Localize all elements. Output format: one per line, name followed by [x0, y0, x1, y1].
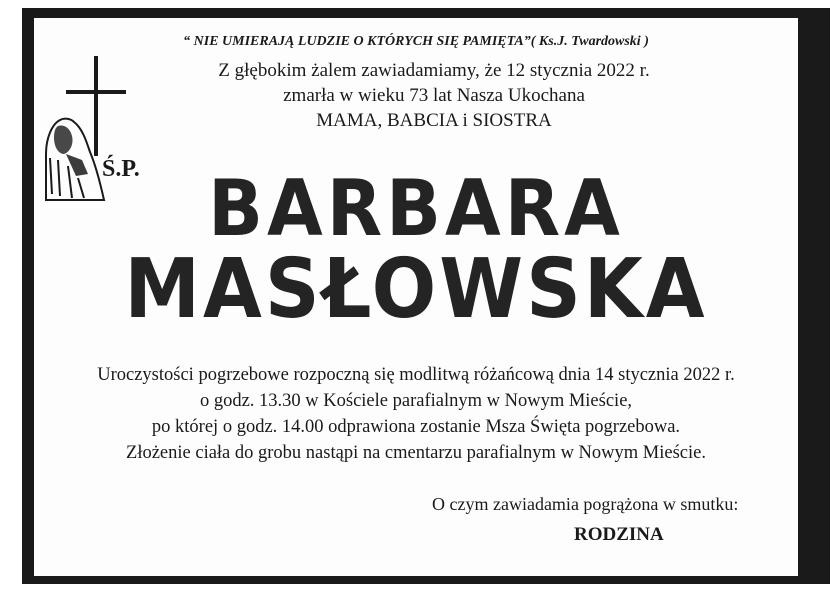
quote-line: “ NIE UMIERAJĄ LUDZIE O KTÓRYCH SIĘ PAMIĘTA”( Ks.J. Twardowski ) — [183, 34, 649, 49]
funeral-details — [34, 362, 798, 466]
first-name: BARBARA — [208, 162, 624, 254]
announcement — [164, 58, 704, 133]
sp-label: Ś.P. — [102, 156, 140, 182]
announcement-line: Z głębokim żalem zawiadamiamy, że 12 stycznia 2022 r. — [218, 60, 650, 81]
announcement-line: zmarła w wieku 73 lat Nasza Ukochana — [283, 85, 585, 106]
details-line: po której o godz. 14.00 odprawiona zostanie Msza Święta pogrzebowa. — [151, 417, 681, 437]
obituary-card — [34, 18, 798, 576]
notice-line: O czym zawiadamia pogrążona w smutku: — [432, 494, 739, 514]
family-signature: RODZINA — [574, 524, 664, 545]
announcement-line: MAMA, BABCIA i SIOSTRA — [316, 110, 552, 131]
details-line: o godz. 13.30 w Kościele parafialnym w Nowym Mieście, — [199, 391, 633, 411]
details-line: Uroczystości pogrzebowe rozpoczną się modlitwą różańcową dnia 14 stycznia 2022 r. — [97, 365, 735, 385]
last-name: MASŁOWSKA — [124, 240, 708, 337]
details-line: Złożenie ciała do grobu nastąpi na cmentarzu parafialnym w Nowym Mieście. — [126, 443, 706, 463]
